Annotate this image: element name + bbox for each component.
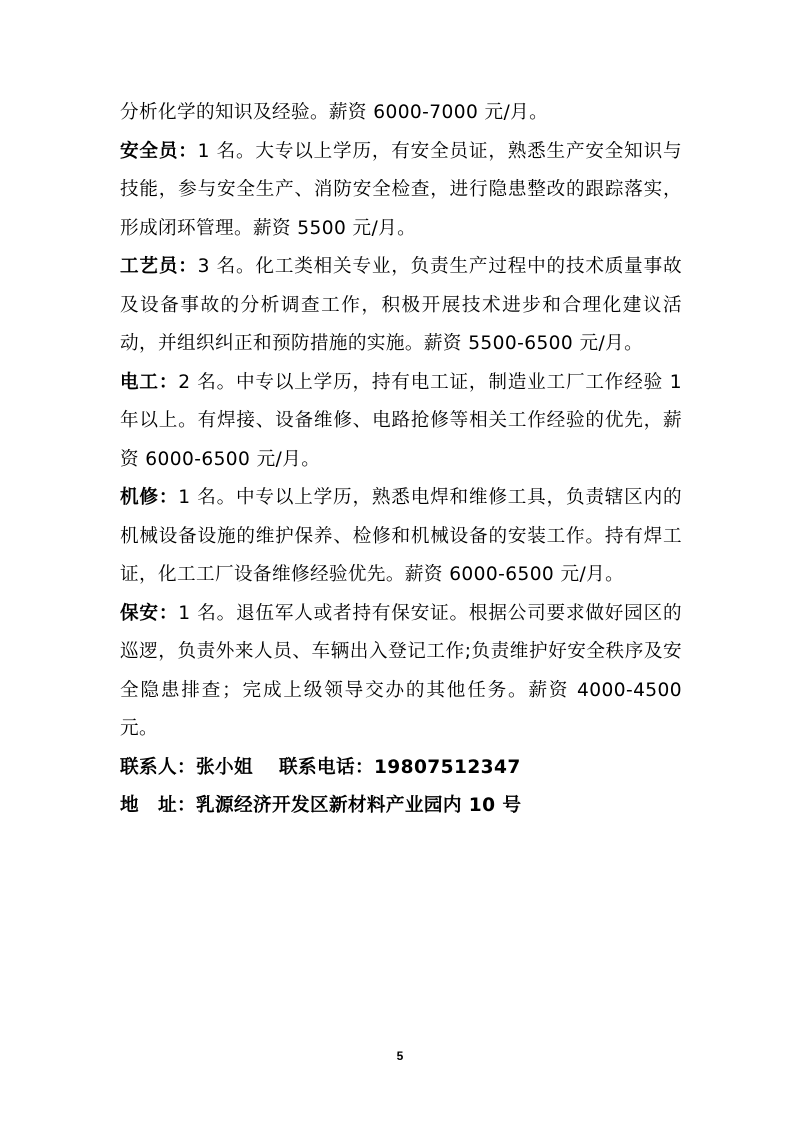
paragraph-process-engineer (120, 248, 682, 364)
contact-line (120, 749, 682, 788)
paragraph-label: 安全员： (120, 140, 198, 162)
paragraph-text: 1 名。退伍军人或者持有保安证。根据公司要求做好园区的巡逻，负责外来人员、车辆出入登记工作;负责维护好安全秩序及安全隐患排查；完成上级领导交办的其他任务。薪资 4000-4500 元。 (120, 602, 682, 739)
address-line (120, 787, 682, 826)
paragraph-security-guard (120, 595, 682, 749)
paragraph-text: 3 名。化工类相关专业，负责生产过程中的技术质量事故及设备事故的分析调查工作，积极开展技术进步和合理化建议活动，并组织纠正和预防措施的实施。薪资 5500-6500 元/月。 (120, 256, 682, 354)
paragraph-label: 保安： (120, 602, 179, 624)
paragraph-text: 1 名。大专以上学历，有安全员证，熟悉生产安全知识与技能，参与安全生产、消防安全检查，进行隐患整改的跟踪落实，形成闭环管理。薪资 5500 元/月。 (120, 140, 682, 239)
contact-person: 张小姐 (195, 756, 253, 778)
contact-phone: 19807512347 (373, 756, 521, 778)
paragraph-electrician (120, 364, 682, 480)
page-number: 5 (396, 1049, 404, 1063)
page-content (120, 94, 682, 826)
paragraph-text: 1 名。中专以上学历，熟悉电焊和维修工具，负责辖区内的机械设备设施的维护保养、检修和机械设备的安装工作。持有焊工证，化工工厂设备维修经验优先。薪资 6000-6500 元/月。 (120, 487, 682, 585)
address-label: 地 址： (120, 795, 196, 816)
paragraph-safety-officer (120, 133, 682, 249)
address-text: 乳源经济开发区新材料产业园内 10 号 (195, 795, 522, 816)
paragraph-label: 机修： (120, 487, 179, 508)
contact-phone-label: 联系电话： (278, 756, 374, 778)
contact-person-label: 联系人： (120, 756, 196, 778)
paragraph-text: 2 名。中专以上学历，持有电工证，制造业工厂工作经验 1 年以上。有焊接、设备维修、电路抢修等相关工作经验的优先，薪资 6000-6500 元/月。 (120, 371, 682, 470)
paragraph-mechanic (120, 479, 682, 595)
paragraph-label: 工艺员： (120, 256, 198, 277)
paragraph-label: 电工： (120, 371, 179, 393)
paragraph-text: 分析化学的知识及经验。薪资 6000-7000 元/月。 (120, 102, 549, 123)
paragraph-intro (120, 94, 682, 133)
